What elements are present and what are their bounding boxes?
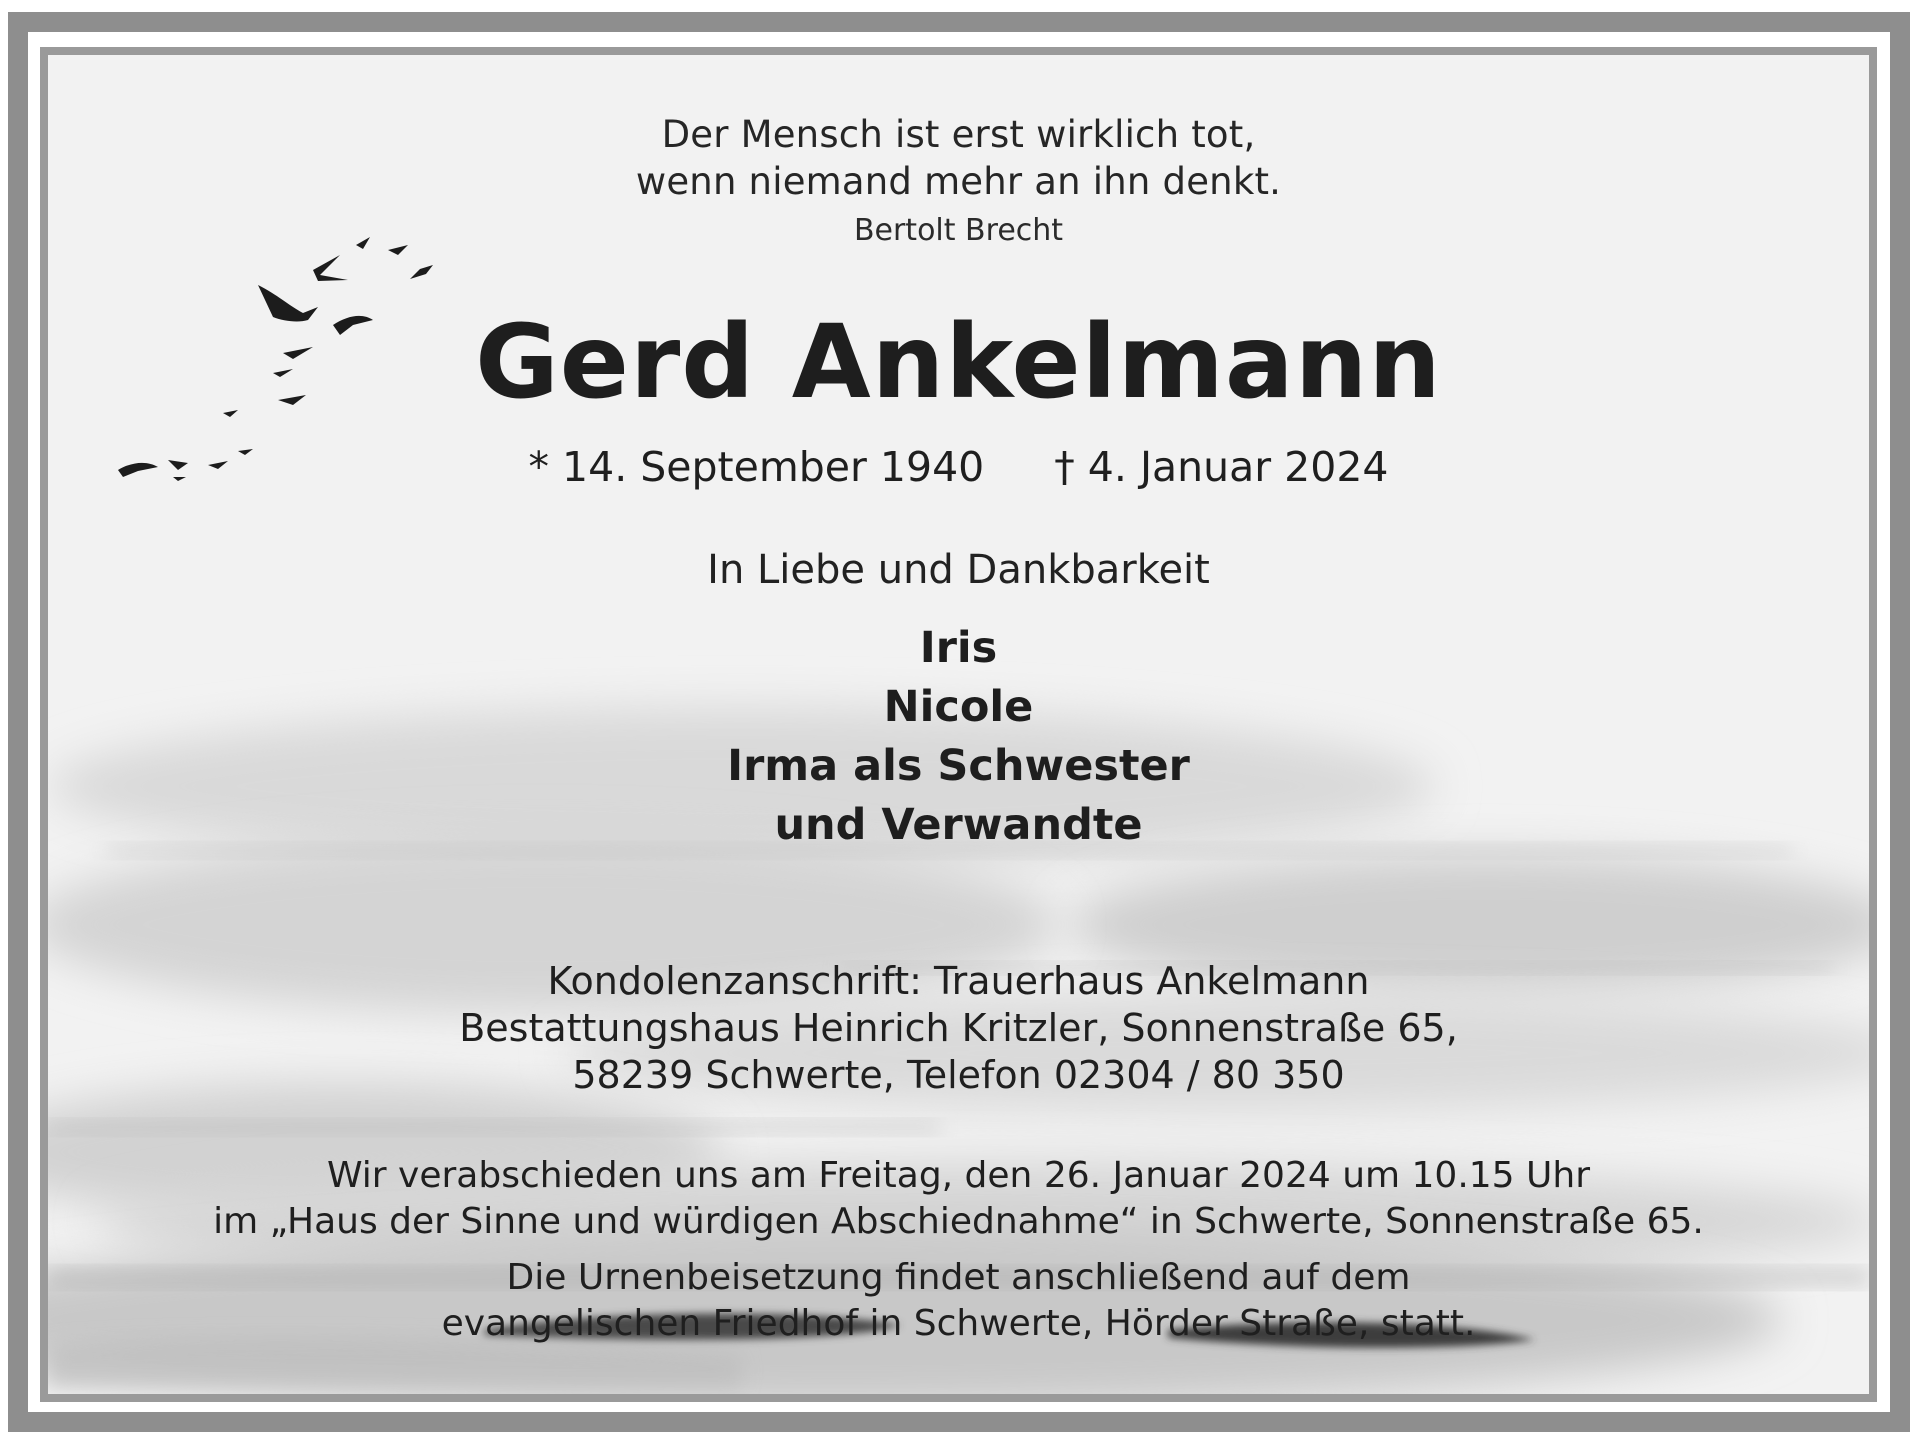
farewell-line-2: im „Haus der Sinne und würdigen Abschiednahme“ in Schwerte, Sonnenstraße 65. — [213, 1201, 1704, 1242]
life-dates — [48, 443, 1869, 491]
quote-author: Bertolt Brecht — [853, 213, 1064, 248]
condolence-line-3: 58239 Schwerte, Telefon 02304 / 80 350 — [572, 1053, 1345, 1097]
death-date: † 4. Januar 2024 — [1054, 443, 1389, 491]
mourners-intro: In Liebe und Dankbarkeit — [707, 547, 1210, 593]
notice-content — [48, 55, 1869, 1394]
birth-date: * 14. September 1940 — [528, 443, 985, 491]
burial-line-1: Die Urnenbeisetzung findet anschließend auf dem — [506, 1257, 1411, 1298]
quote-line-1: Der Mensch ist erst wirklich tot, — [661, 113, 1256, 156]
mourner-name: und Verwandte — [774, 800, 1143, 850]
mourner-name: Iris — [919, 623, 998, 673]
burial-line-2: evangelischen Friedhof in Schwerte, Hörder Straße, statt. — [441, 1303, 1476, 1344]
quote-line-2: wenn niemand mehr an ihn denkt. — [635, 160, 1282, 203]
deceased-name: Gerd Ankelmann — [475, 303, 1442, 422]
mourner-name: Nicole — [883, 682, 1034, 732]
inner-frame — [40, 47, 1877, 1402]
mourner-name: Irma als Schwester — [727, 741, 1190, 791]
condolence-line-2: Bestattungshaus Heinrich Kritzler, Sonnenstraße 65, — [459, 1006, 1458, 1050]
farewell-line-1: Wir verabschieden uns am Freitag, den 26. Januar 2024 um 10.15 Uhr — [327, 1155, 1590, 1196]
condolence-line-1: Kondolenzanschrift: Trauerhaus Ankelmann — [547, 959, 1370, 1003]
